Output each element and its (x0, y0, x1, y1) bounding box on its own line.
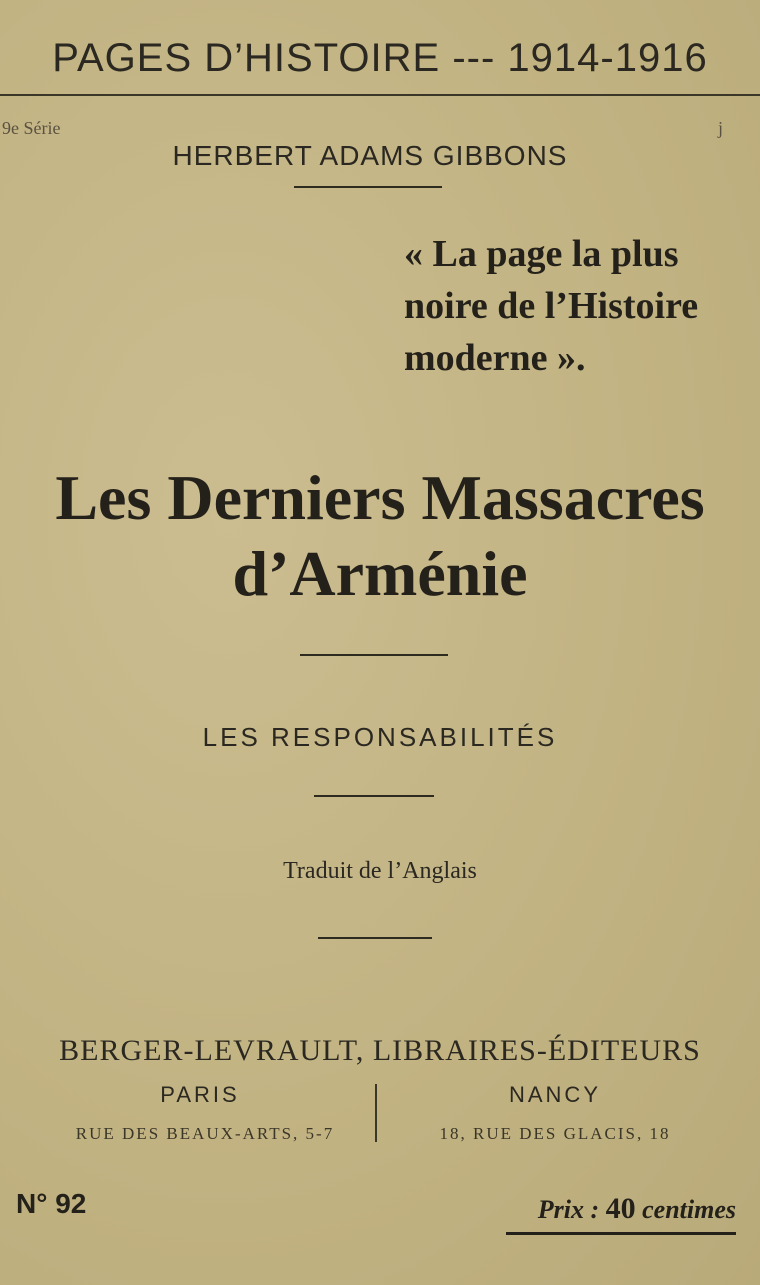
corner-mark: j (718, 118, 724, 138)
publisher-city-nancy: NANCY (508, 1082, 601, 1107)
translation-note: Traduit de l’Anglais (283, 858, 477, 884)
title-rule (300, 654, 448, 656)
epigraph (404, 228, 754, 384)
book-title-line-1: Les Derniers Massacres (55, 462, 705, 533)
epigraph-line-2: noire de l’Histoire (404, 285, 699, 327)
translation-rule (318, 937, 432, 939)
subtitle-rule (314, 795, 434, 797)
publisher-address-paris: RUE DES BEAUX-ARTS, 5-7 (75, 1124, 335, 1143)
price-value: 40 (605, 1192, 636, 1225)
publisher-address-nancy: 18, RUE DES GLACIS, 18 (439, 1124, 671, 1143)
price-rule (506, 1232, 736, 1235)
series-number: 9e Série (2, 118, 61, 138)
publisher-city-paris: PARIS (160, 1082, 240, 1107)
issue-number: N° 92 (16, 1188, 87, 1219)
author-rule (294, 186, 442, 188)
header-rule (0, 94, 760, 96)
series-title: PAGES D’HISTOIRE --- 1914-1916 (52, 36, 708, 80)
epigraph-line-1: « La page la plus (404, 233, 679, 275)
price-label: Prix : (537, 1195, 600, 1224)
price (470, 1192, 736, 1226)
price-unit: centimes (642, 1195, 736, 1224)
epigraph-line-3: moderne ». (404, 337, 586, 379)
book-title (0, 460, 760, 612)
publisher-divider (375, 1084, 377, 1142)
book-title-line-2: d’Arménie (232, 538, 528, 609)
author-name: HERBERT ADAMS GIBBONS (172, 140, 568, 171)
subtitle: LES RESPONSABILITÉS (202, 722, 558, 752)
publisher-name: BERGER-LEVRAULT, LIBRAIRES-ÉDITEURS (59, 1034, 701, 1067)
